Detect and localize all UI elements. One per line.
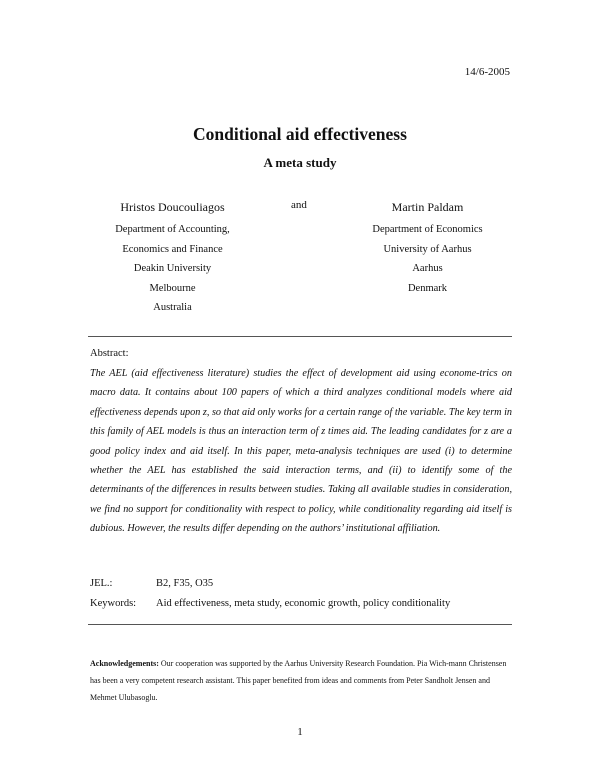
author-block-left <box>100 199 245 318</box>
affiliation-line: Australia <box>153 302 192 313</box>
divider-bottom <box>88 624 512 625</box>
keywords-label: Keywords: <box>90 598 137 609</box>
affiliation-line: University of Aarhus <box>383 243 472 255</box>
paper-subtitle: A meta study <box>263 155 337 170</box>
affiliation-line: Department of Accounting, <box>115 224 230 235</box>
affiliation-line: Department of Economics <box>372 224 483 235</box>
author-name: Martin Paldam <box>391 200 464 214</box>
author-block-right <box>355 199 500 298</box>
affiliation-line: Economics and Finance <box>122 243 223 255</box>
affiliation-line: Aarhus <box>412 263 443 274</box>
abstract-label: Abstract: <box>90 348 129 359</box>
jel-label: JEL.: <box>90 578 113 589</box>
paper-title: Conditional aid effectiveness <box>193 124 407 144</box>
author-conjunction: and <box>291 199 307 211</box>
page-number: 1 <box>297 726 303 738</box>
affiliation-line: Deakin University <box>133 263 212 274</box>
abstract-text: The AEL (aid effectiveness literature) studies the effect of development aid using econome-trics on macro data. It contains about 100 papers of which a third analyzes conditional models where aid effectiveness depends upon z, so that aid only works for a certain range of the variable. The key term in this family of AEL models is thus an interaction term of z times aid. The leading candidates for z are a good policy index and aid itself. In this paper, meta-analysis techniques are used (i) to determine whether the AEL has established the said interaction terms, and (ii) to identify some of the determinants of the differences in results between studies. Taking all available studies in consideration, we find no support for conditionality with respect to policy, while conditionality regarding aid itself is dubious. However, the results differ depending on the authors’ institutional affiliation. <box>90 368 512 535</box>
affiliation-line: Denmark <box>407 282 448 294</box>
jel-value: B2, F35, O35 <box>156 578 214 589</box>
acknowledgements <box>90 655 512 706</box>
acknowledgements-label: Acknowledgements: <box>90 659 159 668</box>
keywords <box>90 598 450 609</box>
keywords-value: Aid effectiveness, meta study, economic growth, policy conditionality <box>156 598 451 609</box>
acknowledgements-text: Our cooperation was supported by the Aarhus University Research Foundation. Pia Wich-mann Christensen has been a very competent research assistant. This paper benefited from ideas and comments from Peter Sandholt Jensen and Mehmet Ulubasoglu. <box>90 659 507 702</box>
divider-top <box>88 336 512 337</box>
jel-codes <box>90 578 213 589</box>
affiliation-line: Melbourne <box>149 282 196 294</box>
author-name: Hristos Doucouliagos <box>120 200 225 214</box>
date: 14/6-2005 <box>464 66 510 78</box>
